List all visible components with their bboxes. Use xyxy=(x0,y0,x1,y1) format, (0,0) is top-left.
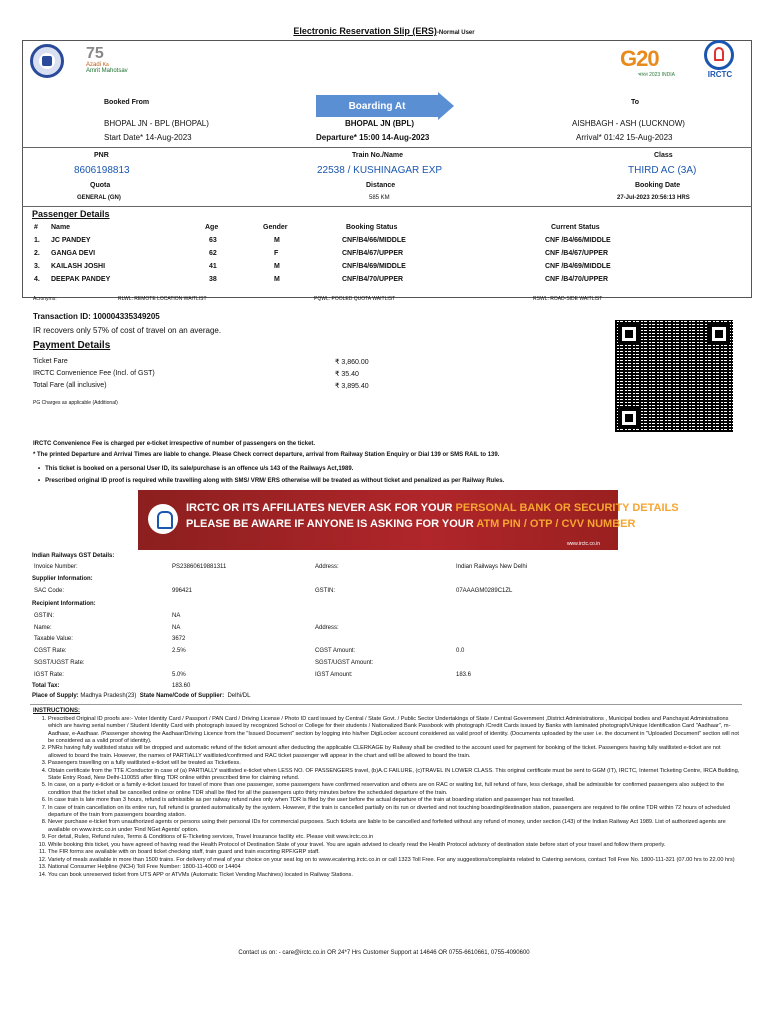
cgst-rate-label: CGST Rate: xyxy=(34,648,67,654)
supplier-title: Supplier Information: xyxy=(32,576,93,582)
fee-note: IRCTC Convenience Fee is charged per e-ticket irrespective of number of passengers on the ticket. xyxy=(33,441,316,447)
list-item: 2. PNRs having fully waitlisted status will be dropped and automatic refund of the ticket amount after deducting the applicable CLERKAGE by Railway shall be credited to the account used for payment for booking of the ticket. Passengers having fully waitlisted e-ticket are not allowed to board the train. However, the names of PARTIALLY waitlisted/confirmed and RAC ticket passenger will appear in the chart and will be allowed to board the train. xyxy=(48,745,740,760)
list-item: 4. Obtain certificate from the TTE /Conductor in case of (a) PARTIALLY waitlisted e-ticket when LESS NO. OF PASSENGERS travel, (b)A.C FAILURE, (c)TRAVEL IN LOWER CLASS. This original certificate must be sent to GGM (IT), IRCTC, Internet Ticketing Centre, IRCA Building, State Entry Road, New Delhi-110055 after filing TDR online within prescribed time for claiming refund. xyxy=(48,768,740,783)
acronym-pqwl: PQWL: POOLED QUOTA WAITLIST xyxy=(314,296,396,302)
passenger-details-title: Passenger Details xyxy=(32,209,110,219)
list-item: 14. You can book unreserved ticket from UTS APP or ATVMs (Automatic Ticket Vending Machines) located in Railway Stations. xyxy=(48,872,740,879)
list-item: 3. Passengers travelling on a fully waitlisted e-ticket will be treated as Ticketless. xyxy=(48,760,740,767)
start-date: Start Date* 14-Aug-2023 xyxy=(104,133,192,142)
divider xyxy=(30,704,742,705)
boarding-station: BHOPAL JN (BPL) xyxy=(345,119,415,128)
pnr-value: 8606198813 xyxy=(74,165,130,176)
list-item: 9. For detail, Rules, Refund rules, Terms & Conditions of E-Ticketing services, Travel Insurance facility etc. Please visit www.irctc.co.in xyxy=(48,834,740,841)
quota-label: Quota xyxy=(90,182,111,189)
acronyms-label: Acronyms: xyxy=(33,296,57,302)
total-fare-label: Total Fare (all inclusive) xyxy=(33,382,107,389)
list-item: 10. While booking this ticket, you have agreed of having read the Health Protocol of Destination State of your travel. You are again advised to clearly read the Health Protocol advisory of destination state before start of your travel and follow them properly. xyxy=(48,842,740,849)
arrival-time: Arrival* 01:42 15-Aug-2023 xyxy=(576,133,673,142)
recipient-address-label: Address: xyxy=(315,625,339,631)
divider xyxy=(22,206,752,207)
class-label: Class xyxy=(654,152,673,159)
banner-url: www.irctc.co.in xyxy=(566,541,600,547)
list-item: 1. Prescribed Original ID proofs are:- Voter Identity Card / Passport / PAN Card / Driving License / Photo ID card issued by Central / State Govt. / Public Sector Undertakings of State / Central Government ,District Administrations , Municipal bodies and Panchayat Administrations which are having serial number / Student Identity Card with photograph issued by recognized School or College for their students / Nationalized Bank Passbook with photograph /Credit Cards issued by Banks with laminated photograph/Unique Identification Card "Aadhaar", m-Aadhaar, e-Aadhaar. /Passenger showing the Aadhaar/Driving Licence from the "Issued Document" section by logging into his/her DigiLocker account considered as valid proof of identity. (Documents uploaded by the user i.e. the document in "Uploaded Document" section will not be considered as a valid proof of identity). xyxy=(48,716,740,745)
list-item: 8. Never purchase e-ticket from unauthorized agents or persons using their personal IDs for commercial purposes. Such tickets are liable to be cancelled and forfeited without any refund of money, under section (143) of the Indian Railway Act 1989. List of authorized agents are available on www.irctc.co.in under 'Find NGet Agents' option. xyxy=(48,819,740,834)
recipient-gstin-value: NA xyxy=(172,613,181,619)
convenience-fee-value: ₹ 35.40 xyxy=(335,371,359,378)
qr-code-icon xyxy=(615,320,733,432)
sgst-amount-label: SGST/UGST Amount: xyxy=(315,660,374,666)
igst-amount-label: IGST Amount: xyxy=(315,672,353,678)
booked-from-label: Booked From xyxy=(104,99,150,106)
igst-amount-value: 183.6 xyxy=(456,672,472,678)
list-item: 13. National Consumer Helpline (NCH) Toll Free Number: 1800-11-4000 or 14404 xyxy=(48,864,740,871)
recipient-title: Recipient Information: xyxy=(32,601,96,607)
recipient-gstin-label: GSTIN: xyxy=(34,613,55,619)
train-value: 22538 / KUSHINAGAR EXP xyxy=(317,165,443,176)
quota-value: GENERAL (GN) xyxy=(77,195,121,201)
total-tax-label: Total Tax: xyxy=(32,683,60,689)
total-tax-value: 183.60 xyxy=(172,683,191,689)
booking-date-label: Booking Date xyxy=(635,182,681,189)
payment-details-title: Payment Details xyxy=(33,340,111,351)
taxable-label: Taxable Value: xyxy=(34,636,73,642)
booking-date-value: 27-Jul-2023 20:56:13 HRS xyxy=(617,195,690,201)
sac-value: 996421 xyxy=(172,588,193,594)
list-item: 12. Variety of meals available in more than 1500 trains. For delivery of meal of your choice on your seat log on to www.ecatering.irctc.co.in or call 1323 Toll Free. For any suggestions/complaints related to Catering services, contact Toll Free No. 1800-111-321 (07.00 hrs to 22.00 hrs) xyxy=(48,857,740,864)
security-warning-banner: IRCTC OR ITS AFFILIATES NEVER ASK FOR YOUR PERSONAL BANK OR SECURITY DETAILS PLEASE BE AWARE IF ANYONE IS ASKING FOR YOUR ATM PIN / OTP / CVV NUMBER www.irctc.co.in xyxy=(138,490,618,550)
boarding-at-arrow xyxy=(316,95,438,117)
taxable-value: 3672 xyxy=(172,636,186,642)
gst-title: Indian Railways GST Details: xyxy=(32,553,115,559)
total-fare-value: ₹ 3,895.40 xyxy=(335,383,369,390)
ir-recovers-note: IR recovers only 57% of cost of travel on an average. xyxy=(33,326,222,335)
bullet-note: • This ticket is booked on a personal User ID, its sale/purchase is an offence u/s 143 of the Railways Act,1989. xyxy=(38,466,353,472)
list-item: 7. In case of train cancellation on its entire run, full refund is granted automatically by the system. However, if the train is cancelled partially on its run or diverted and not touching boarding/destination station, passengers are required to file online TDR within 72 hours of scheduled departure of the train from passengers boarding station. xyxy=(48,805,740,820)
invoice-value: PS23860619881311 xyxy=(172,564,227,570)
timing-note: * The printed Departure and Arrival Times are liable to change. Please Check correct departure, arrival from Railway Station Enquiry or Dial 139 or SMS RAIL to 139. xyxy=(33,452,500,458)
g20-logo-icon: G20 भारत 2023 INDIA xyxy=(620,46,675,78)
document-subtitle: -Normal User xyxy=(436,30,475,36)
class-value: THIRD AC (3A) xyxy=(628,165,697,176)
cgst-rate-value: 2.5% xyxy=(172,648,186,654)
from-station: BHOPAL JN - BPL (BHOPAL) xyxy=(104,119,209,128)
ticket-fare-label: Ticket Fare xyxy=(33,358,68,365)
list-item: 11. The FIR forms are available with on board ticket checking staff, train guard and train escorting RPF/GRP staff. xyxy=(48,849,740,856)
place-of-supply: Place of Supply: Madhya Pradesh(23) State Name/Code of Supplier: Delhi/DL xyxy=(32,693,251,699)
to-station: AISHBAGH - ASH (LUCKNOW) xyxy=(572,119,685,128)
cgst-amount-value: 0.0 xyxy=(456,648,465,654)
irctc-badge-icon xyxy=(148,504,178,534)
distance-label: Distance xyxy=(366,182,396,189)
list-item: 6. In case train is late more than 3 hours, refund is admissible as per railway refund rules only when TDR is filed by the user before the actual departure of the train at boarding station and passenger has not travelled. xyxy=(48,797,740,804)
igst-rate-value: 5.0% xyxy=(172,672,186,678)
indian-railways-logo-icon xyxy=(30,44,64,78)
distance-value: 585 KM xyxy=(369,195,390,201)
list-item: 5. In case, on a party e-ticket or a family e-ticket issued for travel of more than one passenger, some passengers have confirmed reservation and others are on RAC or waiting list, full refund of fare, less clerkage, shall be admissible for confirmed passengers also subject to the condition that the ticket shall be cancelled online or online TDR shall be filed for all the passengers upto thirty minutes before the scheduled departure of the train. xyxy=(48,782,740,797)
bullet-note: • Prescribed original ID proof is required while travelling along with SMS/ VRM/ ERS otherwise will be treated as without ticket and penalized as per Railway Rules. xyxy=(38,478,504,484)
instructions-list xyxy=(34,716,740,879)
convenience-fee-label: IRCTC Convenience Fee (Incl. of GST) xyxy=(33,370,155,377)
sgst-rate-label: SGST/UGST Rate: xyxy=(34,660,85,666)
contact-footer: Contact us on: - care@irctc.co.in OR 24*7 Hrs Customer Support at 14646 OR 0755-6610661, 0755-4090600 xyxy=(238,950,530,956)
pg-charges-note: PG Charges as applicable (Additional) xyxy=(33,400,118,406)
cgst-amount-label: CGST Amount: xyxy=(315,648,356,654)
document-title: Electronic Reservation Slip (ERS) xyxy=(293,26,437,36)
gstin-value: 07AAAGM0289C1ZL xyxy=(456,588,513,594)
invoice-label: Invoice Number: xyxy=(34,564,78,570)
address-value: Indian Railways New Delhi xyxy=(456,564,528,570)
recipient-name-label: Name: xyxy=(34,625,52,631)
divider xyxy=(22,147,752,148)
train-label: Train No./Name xyxy=(352,152,403,159)
to-label: To xyxy=(631,99,640,106)
azadi-ka-amrit-mahotsav-logo-icon: 75 Azadi Ka Amrit Mahotsav xyxy=(86,45,128,74)
acronym-rlwl: RLWL: REMOTE LOCATION WAITLIST xyxy=(118,296,207,302)
ticket-fare-value: ₹ 3,860.00 xyxy=(335,359,369,366)
boarding-at-label: Boarding At xyxy=(348,100,406,112)
departure-time: Departure* 15:00 14-Aug-2023 xyxy=(316,133,430,142)
gstin-label: GSTIN: xyxy=(315,588,336,594)
irctc-logo-icon: IRCTC xyxy=(700,40,740,86)
pnr-label: PNR xyxy=(94,152,109,159)
acronym-rswl: RSWL: ROAD-SIDE WAITLIST xyxy=(533,296,603,302)
sac-label: SAC Code: xyxy=(34,588,65,594)
address-label: Address: xyxy=(315,564,339,570)
instructions-title: INSTRUCTIONS: xyxy=(33,708,80,714)
igst-rate-label: IGST Rate: xyxy=(34,672,64,678)
transaction-id: Transaction ID: 100004335349205 xyxy=(33,312,160,321)
recipient-name-value: NA xyxy=(172,625,181,631)
